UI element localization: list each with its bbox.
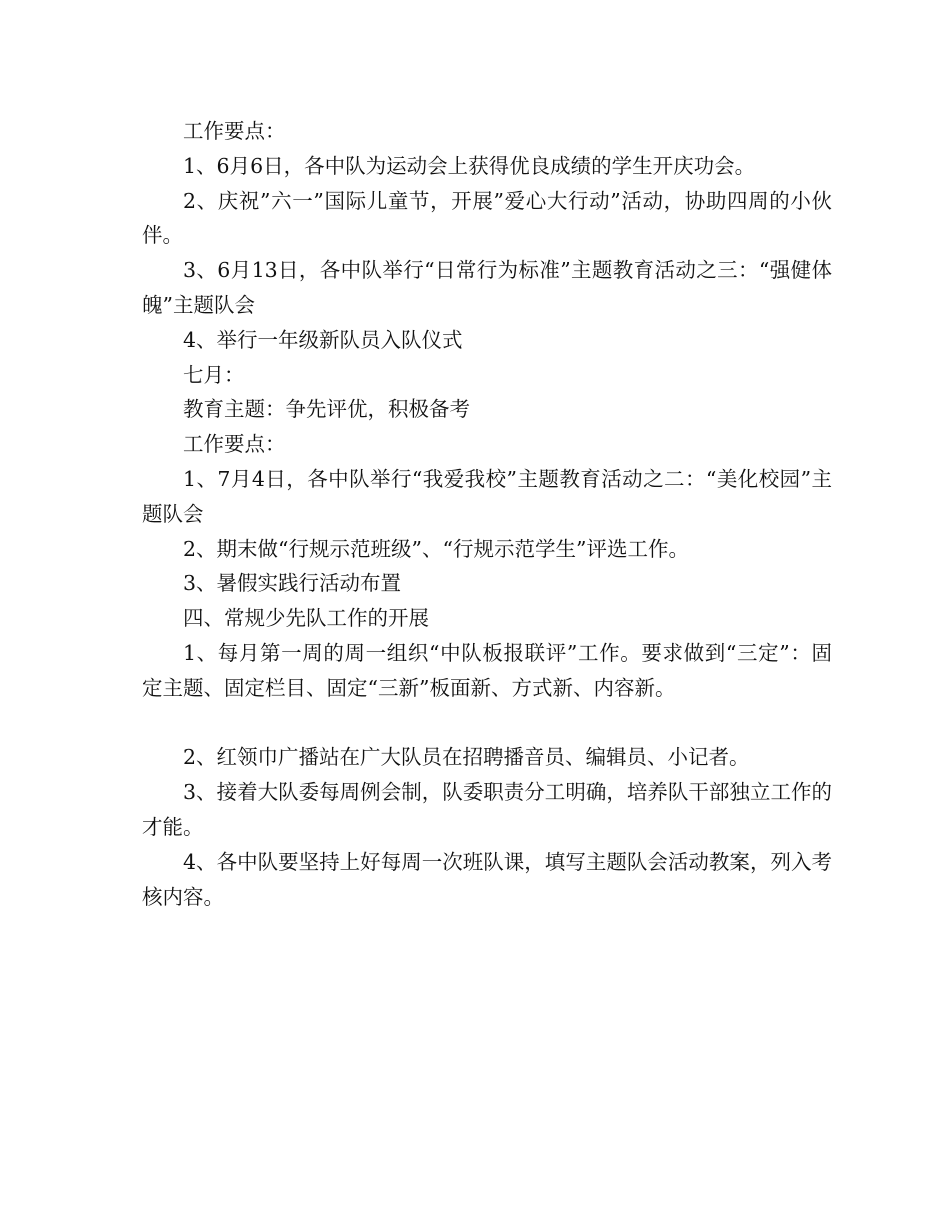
- paragraph-item-3-july: 3、暑假实践行活动布置: [183, 571, 402, 596]
- paragraph-item-4-june: 4、举行一年级新队员入队仪式: [183, 327, 463, 352]
- paragraph-regular-item-2: 2、红领巾广播站在广大队员在招聘播音员、编辑员、小记者。: [183, 745, 750, 770]
- paragraph-spacer: [142, 706, 832, 741]
- paragraph-item-2-june: 2、庆祝”六一”国际儿童节，开展”爱心大行动”活动，协助四周的小伙伴。: [142, 188, 832, 248]
- paragraph-item-1-july: 1、7月4日，各中队举行“我爱我校”主题教育活动之二：“美化校园”主题队会: [142, 466, 832, 526]
- paragraph-work-points-july: 工作要点：: [183, 432, 286, 457]
- paragraph-work-points-june: 工作要点：: [183, 119, 286, 143]
- paragraph-education-theme-july: 教育主题：争先评优，积极备考: [183, 397, 470, 422]
- paragraph-july-heading: 七月：: [183, 362, 245, 387]
- paragraph-item-3-june: 3、6月13日，各中队举行“日常行为标准”主题教育活动之三：“强健体魄”主题队会: [142, 258, 832, 317]
- paragraph-item-2-july: 2、期末做“行规示范班级”、“行规示范学生”评选工作。: [183, 536, 689, 561]
- paragraph-regular-item-1: 1、每月第一周的周一组织“中队板报联评”工作。要求做到“三定”：固定主题、固定栏目、固定“三新”板面新、方式新、内容新。: [142, 640, 832, 700]
- section-heading-regular-work: 四、常规少先队工作的开展: [183, 606, 429, 631]
- paragraph-regular-item-3: 3、接着大队委每周例会制，队委职责分工明确，培养队干部独立工作的才能。: [142, 780, 832, 839]
- paragraph-regular-item-4: 4、各中队要坚持上好每周一次班队课，填写主题队会活动教案，列入考核内容。: [142, 849, 832, 909]
- paragraph-item-1-june: 1、6月6日，各中队为运动会上获得优良成绩的学生开庆功会。: [183, 153, 756, 178]
- document-body: [142, 114, 832, 914]
